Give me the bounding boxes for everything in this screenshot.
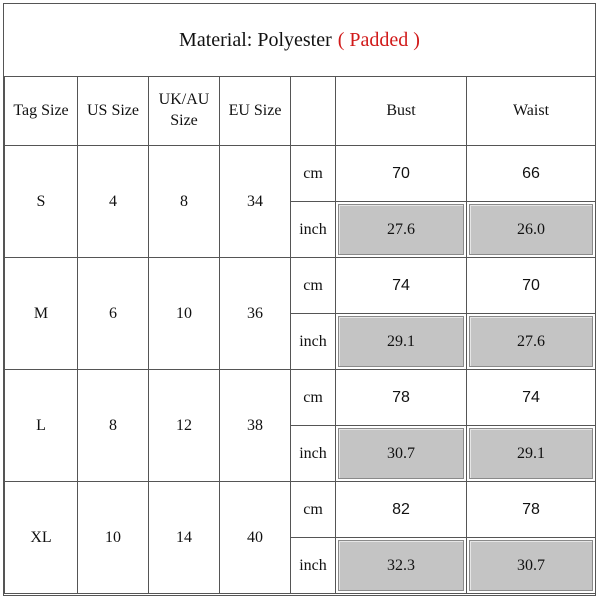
- unit-inch-cell: inch: [291, 202, 336, 258]
- tag-size-cell: S: [5, 146, 78, 258]
- waist-inch-cell: [467, 314, 596, 370]
- ukau-size-cell: 12: [149, 370, 220, 482]
- header-unit: [291, 77, 336, 146]
- bust-inch-cell: [336, 314, 467, 370]
- ukau-size-cell: 8: [149, 146, 220, 258]
- header-ukau-size: [149, 77, 220, 146]
- waist-cm-cell: 74: [467, 370, 596, 426]
- header-row: [5, 77, 596, 146]
- header-ukau-line1: UK/AU: [158, 91, 210, 109]
- bust-cm-cell: 82: [336, 482, 467, 538]
- header-tag-size: Tag Size: [5, 77, 78, 146]
- unit-inch-cell: inch: [291, 314, 336, 370]
- tag-size-cell: L: [5, 370, 78, 482]
- waist-inch-cell: [467, 202, 596, 258]
- waist-inch-cell: [467, 426, 596, 482]
- tag-size-cell: M: [5, 258, 78, 370]
- unit-inch-cell: inch: [291, 426, 336, 482]
- header-eu-size: EU Size: [220, 77, 291, 146]
- waist-inch-value: 29.1: [469, 428, 593, 479]
- unit-cm-cell: cm: [291, 146, 336, 202]
- ukau-size-cell: 14: [149, 482, 220, 594]
- bust-inch-cell: [336, 202, 467, 258]
- bust-inch-value: 29.1: [338, 316, 464, 367]
- bust-inch-value: 32.3: [338, 540, 464, 591]
- header-waist: Waist: [467, 77, 596, 146]
- header-bust: Bust: [336, 77, 467, 146]
- unit-inch-cell: inch: [291, 538, 336, 594]
- bust-inch-cell: [336, 426, 467, 482]
- unit-cm-cell: cm: [291, 370, 336, 426]
- eu-size-cell: 34: [220, 146, 291, 258]
- waist-inch-cell: [467, 538, 596, 594]
- bust-inch-value: 27.6: [338, 204, 464, 255]
- ukau-size-cell: 10: [149, 258, 220, 370]
- waist-cm-cell: 66: [467, 146, 596, 202]
- eu-size-cell: 36: [220, 258, 291, 370]
- title-material: Material: Polyester: [179, 28, 332, 51]
- table-row: [5, 258, 596, 314]
- header-ukau-line2: Size: [170, 112, 198, 129]
- waist-inch-value: 26.0: [469, 204, 593, 255]
- eu-size-cell: 38: [220, 370, 291, 482]
- bust-inch-value: 30.7: [338, 428, 464, 479]
- header-us-size: US Size: [78, 77, 149, 146]
- waist-cm-cell: 78: [467, 482, 596, 538]
- tag-size-cell: XL: [5, 482, 78, 594]
- unit-cm-cell: cm: [291, 258, 336, 314]
- us-size-cell: 6: [78, 258, 149, 370]
- waist-cm-cell: 70: [467, 258, 596, 314]
- bust-cm-cell: 70: [336, 146, 467, 202]
- chart-title: [4, 4, 595, 76]
- bust-cm-cell: 78: [336, 370, 467, 426]
- us-size-cell: 4: [78, 146, 149, 258]
- size-table: [4, 76, 596, 594]
- size-chart: [3, 3, 596, 596]
- eu-size-cell: 40: [220, 482, 291, 594]
- unit-cm-cell: cm: [291, 482, 336, 538]
- waist-inch-value: 27.6: [469, 316, 593, 367]
- table-row: [5, 146, 596, 202]
- bust-inch-cell: [336, 538, 467, 594]
- waist-inch-value: 30.7: [469, 540, 593, 591]
- table-row: [5, 370, 596, 426]
- bust-cm-cell: 74: [336, 258, 467, 314]
- us-size-cell: 8: [78, 370, 149, 482]
- table-row: [5, 482, 596, 538]
- title-padded: ( Padded ): [337, 28, 420, 51]
- us-size-cell: 10: [78, 482, 149, 594]
